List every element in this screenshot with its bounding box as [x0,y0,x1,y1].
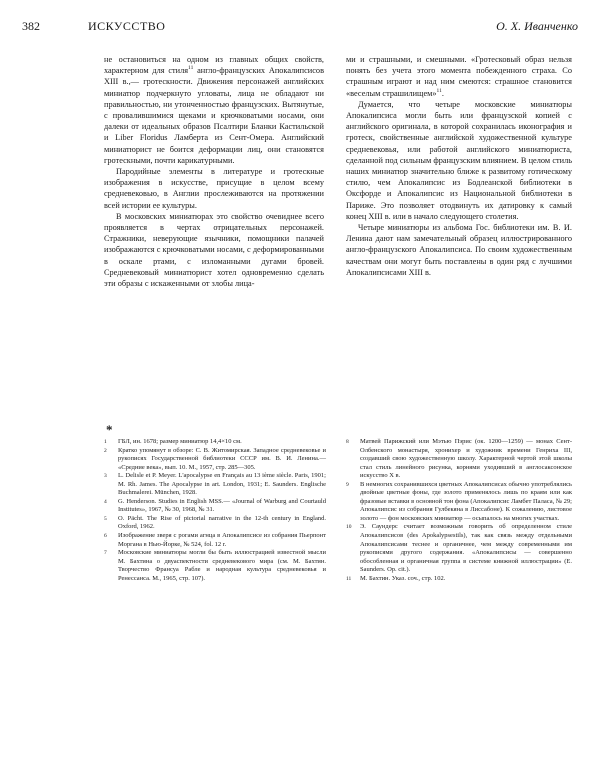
footnote-number: 4 [104,498,107,505]
footnote [104,532,326,549]
page-number: 382 [22,19,40,33]
footnote-number: 10 [346,524,352,531]
footnote-text: Матвей Парижский или Мэтью Пэрис (ок. 1200—1259) — монах Сент-Олбенского монастыря, хронихер и художник времени Генриха III, создавший свою художественную школу. Характерной чертой этой школы стал стиль линейного рисунка, корнями уходивший в англосаксонское искусство X в. [360,438,572,480]
footnote [104,549,326,583]
footnote [346,438,572,481]
footnote-text: Кратко упомянут в обзоре: С. В. Житомирская. Западное средневековье и рукописях Государственной библиотеки СССР им. В. И. Ленина.— «Средние века», вып. 10. М., 1957, стр. 285—305. [118,446,326,471]
paragraph-text-tail: англо-французских Апокалипсисов XIII в.,— гротескности. Движения персонажей английских миниатюр подчеркнуто угловаты, лица не обладают ни правильностью, ни утонченностью французских. Вытянутые, с провалившимися щеками и крючковатыми носами, они далеки от идеальных образов Псалтири Бланки Кастильской и Liber Floridus Ламберта из Сент-Омера. Английский миниатюрист не боится деформации лиц, они становятся гротескными, почти карикатурными. [104,66,324,165]
body-paragraph [104,211,324,289]
footnote-reference: 11 [188,65,194,72]
footnotes-left [104,438,326,583]
body-column-right [346,54,572,278]
paragraph-text-tail: . [441,88,444,98]
footnote-text: М. Бахтин. Указ. соч., стр. 102. [360,574,446,582]
footnote-number: 5 [104,515,107,522]
body-paragraph [346,222,572,278]
footnote-reference: 11 [436,87,442,94]
footnote [104,515,326,532]
paragraph-text: Четыре миниатюры из альбома Гос. библиотеки им. В. И. Ленина дают нам замечательный образец иллюстрированного англо-французского Апокалипсиса. По своим художественным качествам они могут быть поставлены в один ряд с лучшими Апокалипсисами XIII в. [346,223,572,277]
footnote [104,438,326,447]
footnote [346,575,572,584]
footnote [104,447,326,473]
footnote-separator: * [106,422,113,437]
footnote-number: 3 [104,473,107,480]
footnote-number: 2 [104,447,107,454]
footnote [346,481,572,524]
paragraph-text: В московских миниатюрах это свойство очевиднее всего проявляется в чертах отрицательных персонажей. Стражники, неверующие язычники, помощники палачей изображаются с крючковатыми носами, с деформированными в оскале ртами, с изломанными дугами бровей. Средневековый миниатюрист хотел одновременно сделать эти образы с искаженными от злобы лица- [104,211,324,289]
running-title: ИСКУССТВО [88,19,166,33]
paragraph-text: Пародийные элементы в литературе и гротескные изображения в искусстве, присущие в целом всему средневековью, в Англии прослеживаются на протяжении всей истории ее культуры. [104,167,324,210]
footnote-text: O. Pächt. The Rise of pictorial narrative in the 12-th century in England. Oxford, 1962. [118,514,326,531]
footnote-number: 9 [346,481,349,488]
footnote-text: L. Delisle et P. Meyer. L'apocalypse en Français au 13 ième siècle. Paris, 1901; M. Rh. James. The Apocalypse in art. London, 1931; E. Saunders. Englische Buchmalerei. München, 1928. [118,472,326,497]
running-header [22,18,578,34]
footnote-text: ГБЛ, ин. 1678; размер миниатюр 14,4×10 см. [118,438,242,445]
paragraph-text: ми и страшными, и смешными. «Гротесковый образ нельзя понять без учета этого момента побежденного страха. Со страшным играют и над ним смеются: страшное становится «веселым страшилищем» [346,55,572,98]
body-column-left [104,54,324,289]
body-paragraph [104,166,324,211]
body-paragraph [346,54,572,99]
footnote [104,472,326,498]
footnote-text: В немногих сохранившихся цветных Апокалипсисах обычно употреблялись двойные цветные фоны, где золото применялось лишь по краям или как фразовые вставки в основной тон фона (Апокалипсис Ламбет Паласа, № 29; Апокалипсис из собрания Гулбекяна в Лиссабоне). К сожалению, листовое золото — фон московских миниатюр — осыпалось на многих участках. [360,480,572,522]
footnote-number: 11 [346,575,352,582]
footnote-number: 7 [104,550,107,557]
footnote [346,523,572,574]
footnote [104,498,326,515]
footnote-number: 1 [104,439,107,445]
footnote-text: Изображение зверя с рогами агнца в Апокалипсисе из собрания Пьерпонт Моргана в Нью-Йорке, № 524, fol. 12 r. [118,532,326,548]
footnote-number: 6 [104,533,107,540]
footnote-text: Московские миниатюры могли бы быть иллюстрацией известной мысли М. Бахтина о двуаспектности средневекового мира (см. М. Бахтин. Творчество Франсуа Рабле и народная культура средневековья и Ренессанса. М., 1965, стр. 107). [118,549,326,582]
body-paragraph [104,54,324,166]
body-paragraph [346,99,572,222]
footnote-number: 8 [346,439,349,445]
author-name: О. Х. Иванченко [496,19,578,33]
paragraph-text: не остановиться на одном из главных общих свойств, характерном для стиля [104,55,324,76]
paragraph-text: Думается, что четыре московские миниатюры Апокалипсиса могли быть или французской копией с английского оригинала, в которой сохранилась иконография и гротеск, свойственные английской художественной культуре средневековья, или работой английского миниатюриста, сделанной под сильным французским влиянием. В целом стиль наших миниатюр значительно ближе к развитому готическому стилю, чем Апокалипсис из Бодлеанской библиотеки в Оксфорде и Апокалипсис из Национальной библиотеки в Париже. Это позволяет отодвинуть их датировку к самый конец XIII в. или в начало следующего столетия. [346,99,572,221]
footnote-text: G. Henderson. Studies in English MSS.— «Journal of Warburg and Courtauld Institutes», 1967, № 30, 1968, № 31. [118,497,326,514]
footnote-text: Э. Саундерс считает возможным говорить об определенном стиле Апокалипсисов (des Apokalypsestils), так как связь между отдельными Апокалипсисами теснее и органичнее, чем между современными им рукописями другого содержания. «Апокалипсисы — совершенно обособленная и органичная группа в системе книжной иллюстрации» (E. Saunders. Op. cit.). [360,523,572,574]
footnotes-right [346,438,572,583]
